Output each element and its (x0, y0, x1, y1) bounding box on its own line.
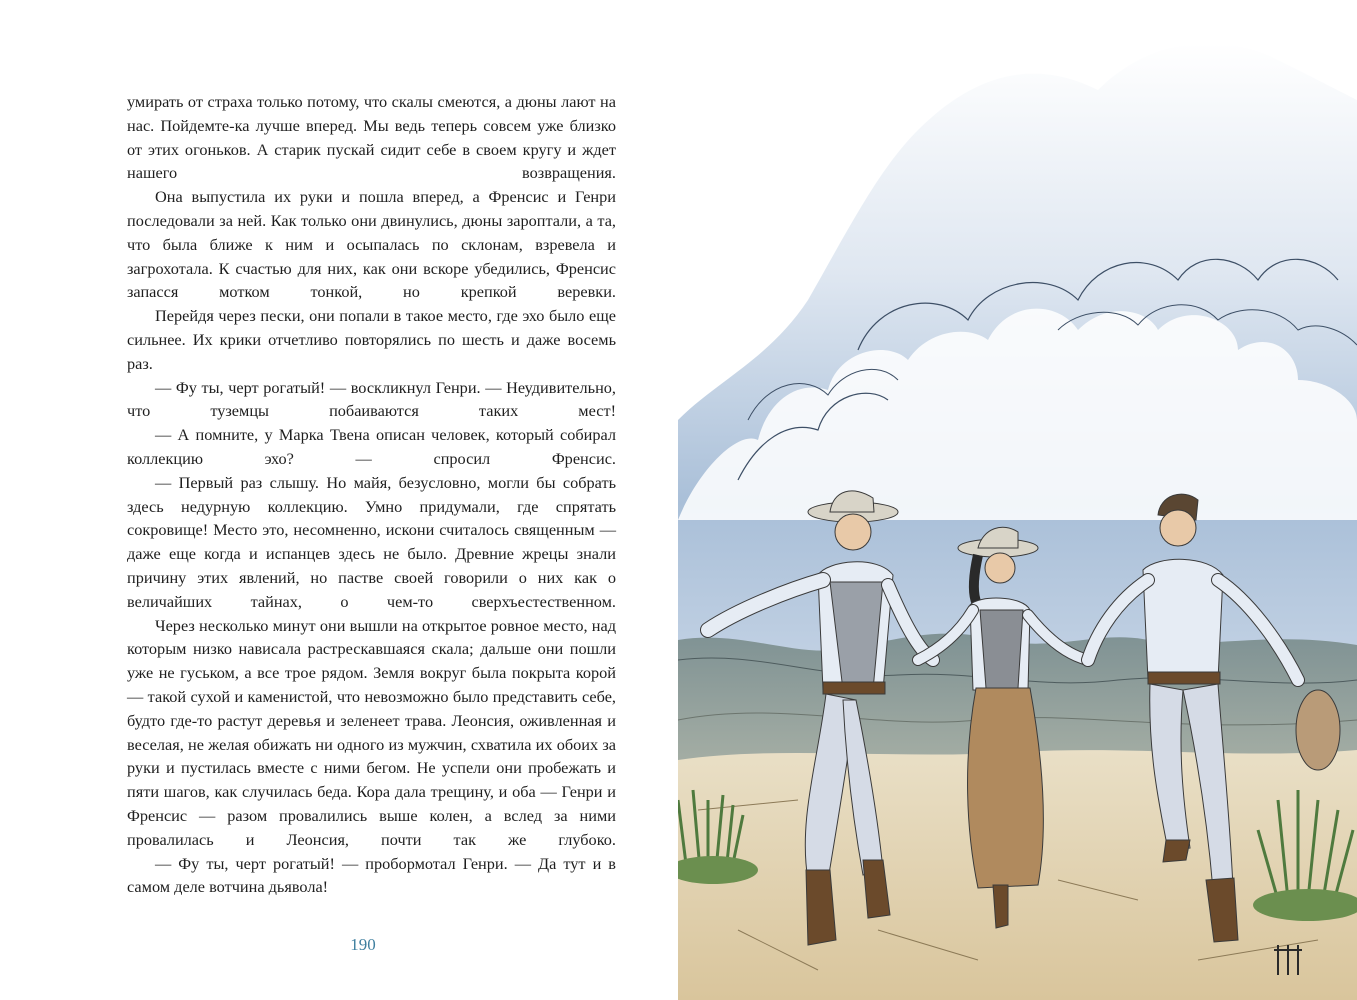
paragraph: — Фу ты, черт рогатый! — воскликнул Генри. — Неудивительно, что туземцы побаиваются таких мест! (127, 377, 616, 421)
paragraph: Она выпустила их руки и пошла вперед, а Френсис и Генри последовали за ней. Как только они двинулись, дюны зароптали, а та, что была ближе к ним и осыпалась по склонам, взревела и загрохотала. К счастью для них, как они вскоре убедились, Френсис запасся мотком тонкой, но крепкой веревки. (127, 187, 616, 302)
illustration-three-riders-running-icon (678, 0, 1357, 1000)
body-text (127, 90, 616, 899)
paragraph: Через несколько минут они вышли на открытое ровное место, над которым низко нависала растрескавшаяся скала; дальше они пошли уже не гуськом, а все трое рядом. Земля вокруг была покрыта корой — такой сухой и каменистой, что невозможно было представить себе, будто где-то растут деревья и зеленеет трава. Леонсия, оживленная и веселая, не желая обижать ни одного из мужчин, схватила их обоих за руки и пустилась вместе с ними бегом. Не успели они пробежать и пяти шагов, как случилась беда. Кора дала трещину, и оба — Генри и Френсис — разом провалились выше колен, а вслед за ними провалилась и Леонсия, почти так же глубоко. (127, 615, 616, 849)
paragraph: умирать от страха только потому, что скалы смеются, а дюны лают на нас. Пойдемте-ка лучше вперед. Мы ведь теперь совсем уже близко от этих огоньков. А старик пускай сидит себе в своем кругу и ждет нашего возвращения. (127, 92, 616, 183)
paragraph: — Фу ты, черт рогатый! — пробормотал Генри. — Да тут и в самом деле вотчина дьявола! (127, 853, 616, 897)
left-page (0, 0, 678, 1000)
illustration-page (678, 0, 1357, 1000)
paragraph: Перейдя через пески, они попали в такое место, где эхо было еще сильнее. Их крики отчетливо повторялись по шесть и даже восемь раз. (127, 306, 616, 373)
artist-mark (1274, 945, 1302, 975)
paragraph: — Первый раз слышу. Но майя, безусловно, могли бы собрать здесь недурную коллекцию. Умно придумали, где спрятать сокровище! Место это, несомненно, искони считалось священным — даже еще когда и испанцев здесь не было. Древние жрецы знали причину этих явлений, но пастве своей говорили о них как о величайших тайнах, о чем-то сверхъестественном. (127, 472, 616, 611)
page-number: 190 (350, 935, 376, 954)
paragraph: — А помните, у Марка Твена описан человек, который собирал коллекцию эхо? — спросил Френсис. (127, 425, 616, 468)
